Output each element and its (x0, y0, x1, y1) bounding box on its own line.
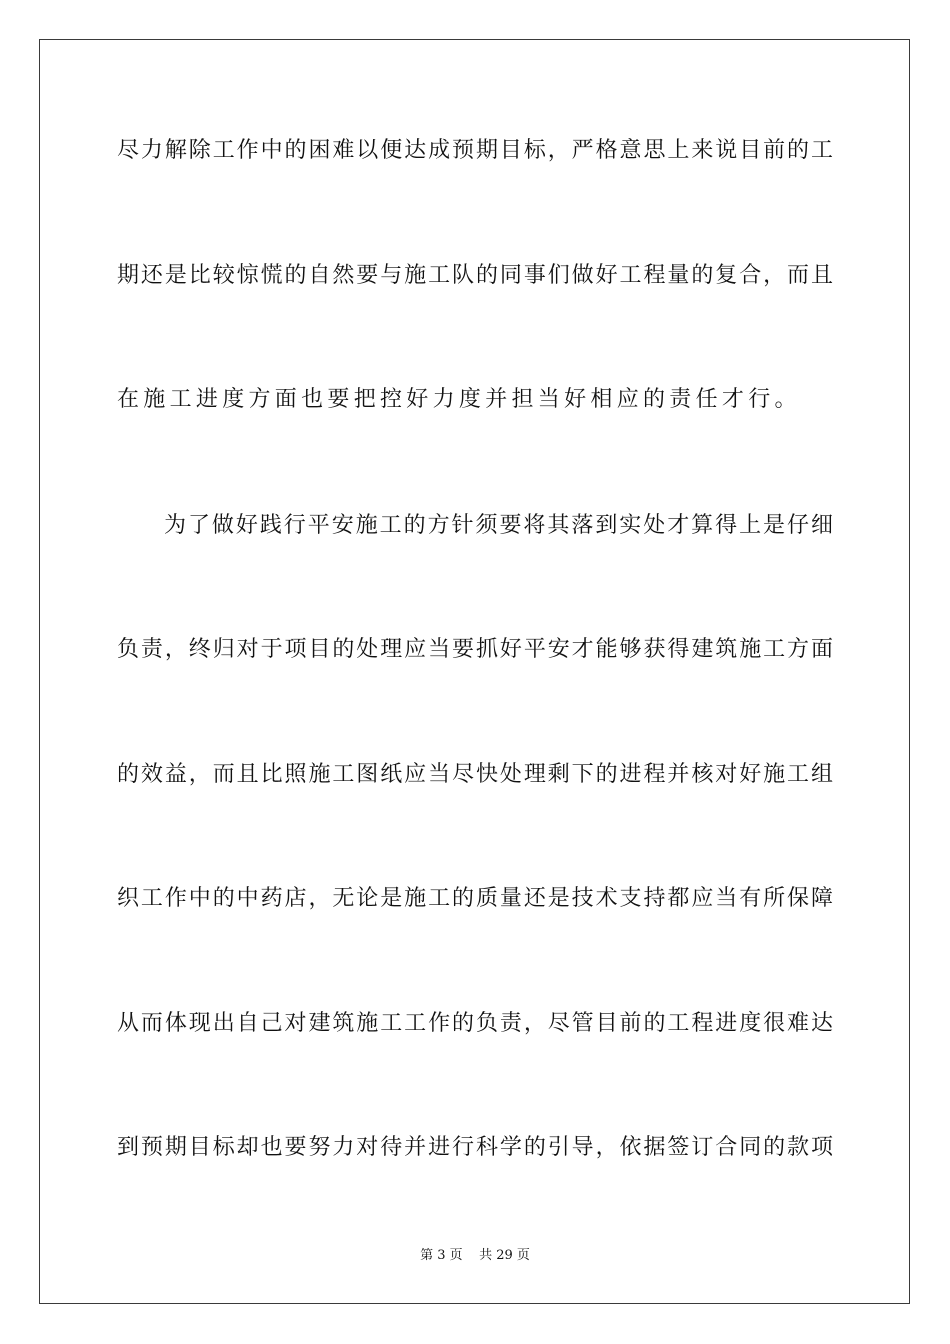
page-border (39, 39, 910, 1304)
paragraph-line: 期还是比较惊慌的自然要与施工队的同事们做好工程量的复合，而且 (117, 263, 833, 288)
paragraph-line: 为了做好践行平安施工的方针须要将其落到实处才算得上是仔细 (164, 513, 833, 538)
paragraph-line: 在施工进度方面也要把控好力度并担当好相应的责任才行。 (117, 387, 801, 412)
paragraph-line: 尽力解除工作中的困难以便达成预期目标，严格意思上来说目前的工 (117, 138, 833, 163)
paragraph-line: 的效益，而且比照施工图纸应当尽快处理剩下的进程并核对好施工组 (117, 762, 833, 787)
paragraph-line: 负责，终归对于项目的处理应当要抓好平安才能够获得建筑施工方面 (117, 637, 833, 662)
paragraph-line: 到预期目标却也要努力对待并进行科学的引导，依据签订合同的款项 (117, 1135, 833, 1160)
paragraph-line: 从而体现出自己对建筑施工工作的负责，尽管目前的工程进度很难达 (117, 1011, 833, 1036)
page-number-footer: 第 3 页 共 29 页 (420, 1248, 530, 1263)
paragraph-line: 织工作中的中药店，无论是施工的质量还是技术支持都应当有所保障 (117, 886, 833, 911)
